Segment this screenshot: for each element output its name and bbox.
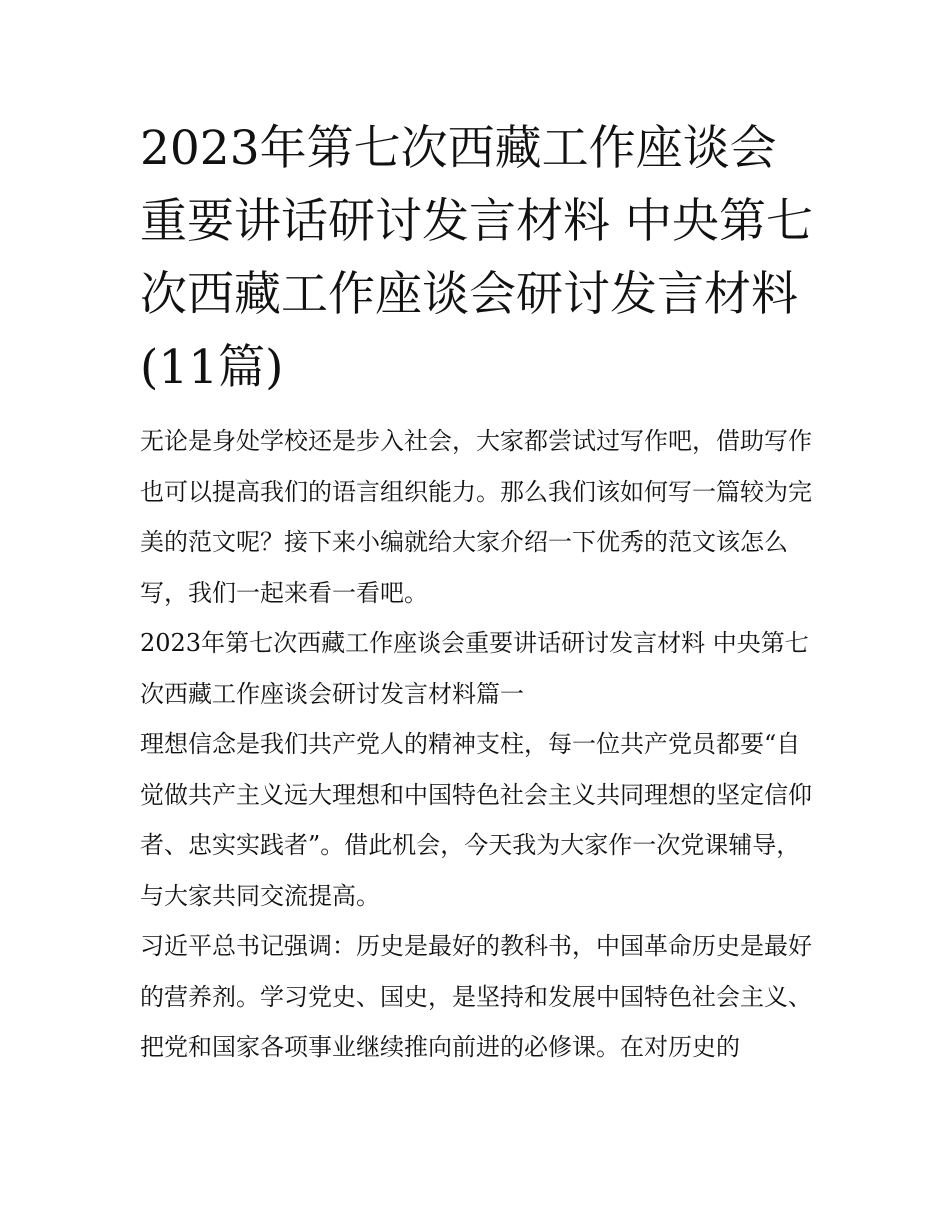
document-title: 2023年第七次西藏工作座谈会重要讲话研讨发言材料 中央第七次西藏工作座谈会研讨发言材料(11篇) <box>140 121 813 395</box>
document-page <box>140 112 820 1073</box>
section-heading-paragraph: 2023年第七次西藏工作座谈会重要讲话研讨发言材料 中央第七次西藏工作座谈会研讨发言材料篇一 <box>140 629 809 708</box>
intro-paragraph: 无论是身处学校还是步入社会，大家都尝试过写作吧，借助写作也可以提高我们的语言组织能力。那么我们该如何写一篇较为完美的范文呢？接下来小编就给大家介绍一下优秀的范文该怎么写，我们一起来看一看吧。 <box>140 427 812 607</box>
body-paragraph: 理想信念是我们共产党人的精神支柱，每一位共产党员都要“自觉做共产主义远大理想和中国特色社会主义共同理想的坚定信仰者、忠实实践者”。借此机会，今天我为大家作一次党课辅导，与大家共同交流提高。 <box>140 730 812 910</box>
body-paragraph: 习近平总书记强调：历史是最好的教科书，中国革命历史是最好的营养剂。学习党史、国史，是坚持和发展中国特色社会主义、把党和国家各项事业继续推向前进的必修课。在对历史的 <box>140 932 812 1061</box>
